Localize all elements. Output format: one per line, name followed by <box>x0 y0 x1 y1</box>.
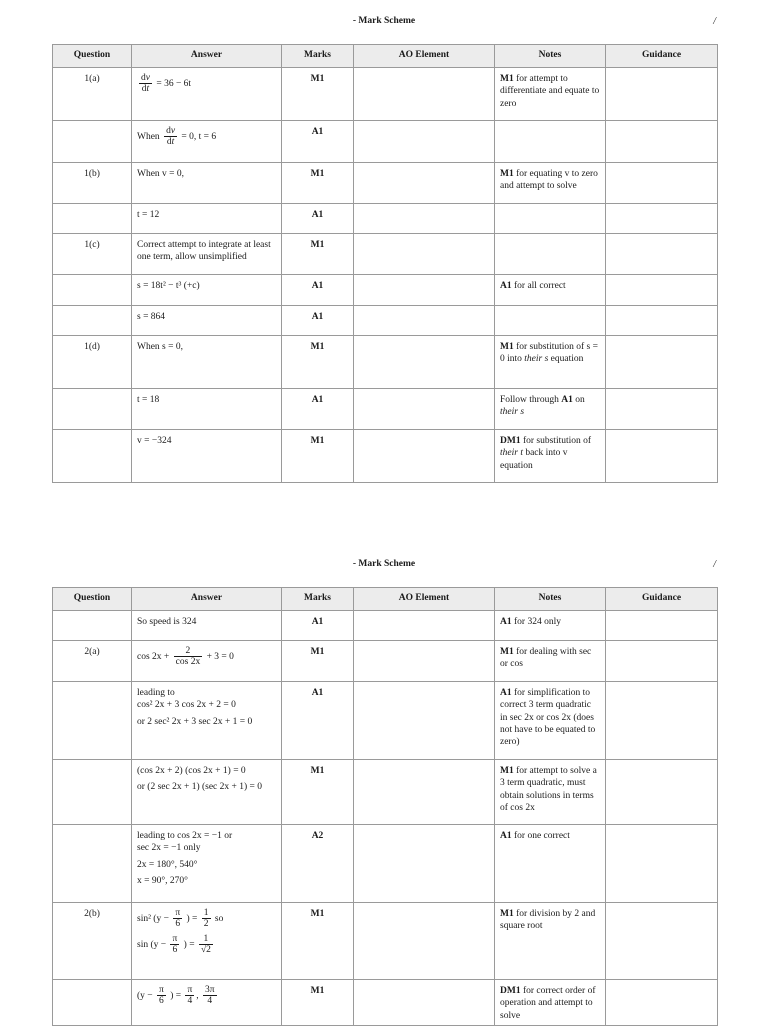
mark-scheme-table-1 <box>52 44 718 483</box>
answer-cell: t = 12 <box>132 204 282 234</box>
guidance-cell <box>606 825 718 903</box>
table-row <box>53 760 718 825</box>
ao-cell <box>354 641 495 682</box>
page2-header <box>0 558 768 572</box>
mark-cell: M1 <box>282 641 354 682</box>
table-row <box>53 306 718 336</box>
question-number <box>53 275 132 306</box>
answer-cell: (cos 2x + 2) (cos 2x + 1) = 0 or (2 sec 2x + 1) (sec 2x + 1) = 0 <box>132 760 282 825</box>
ao-cell <box>354 163 495 204</box>
table-row <box>53 903 718 980</box>
guidance-cell <box>606 204 718 234</box>
ao-cell <box>354 682 495 760</box>
table-header-row <box>53 588 718 611</box>
mark-cell: M1 <box>282 234 354 275</box>
answer-text: = 36 − 6t <box>156 79 192 90</box>
guidance-cell <box>606 641 718 682</box>
question-number <box>53 204 132 234</box>
ao-cell <box>354 234 495 275</box>
ao-cell <box>354 903 495 980</box>
question-number: 1(a) <box>53 68 132 121</box>
mark-cell: M1 <box>282 760 354 825</box>
notes-cell: DM1 for substitution of their t back into v equation <box>495 430 606 483</box>
table-row <box>53 234 718 275</box>
notes-cell: M1 for attempt to solve a 3 term quadratic, must obtain solutions in terms of cos 2x <box>495 760 606 825</box>
page-number-mark: / <box>713 559 716 570</box>
question-number <box>53 980 132 1026</box>
col-guidance: Guidance <box>606 588 718 611</box>
answer-cell: When s = 0, <box>132 336 282 389</box>
answer-cell: When $\frac{dv}{dt}$ = 0, t = 6 <box>132 121 282 163</box>
col-marks: Marks <box>282 588 354 611</box>
col-marks: Marks <box>282 45 354 68</box>
guidance-cell <box>606 68 718 121</box>
table-row <box>53 163 718 204</box>
ao-cell <box>354 336 495 389</box>
col-notes: Notes <box>495 588 606 611</box>
table-row <box>53 121 718 163</box>
mark-cell: A1 <box>282 306 354 336</box>
answer-cell <box>132 68 282 121</box>
mark-cell: A1 <box>282 389 354 430</box>
ao-cell <box>354 68 495 121</box>
guidance-cell <box>606 611 718 641</box>
question-number: 1(c) <box>53 234 132 275</box>
ao-cell <box>354 825 495 903</box>
ao-cell <box>354 760 495 825</box>
answer-cell: s = 18t² − t³ (+c) <box>132 275 282 306</box>
guidance-cell <box>606 306 718 336</box>
notes-cell: A1 for one correct <box>495 825 606 903</box>
answer-cell: v = −324 <box>132 430 282 483</box>
answer-cell: sin² (y − $\frac{\pi}{6}$ ) = $\frac{1}{2}$ so sin (y − $\frac{\pi}{6}$ ) = $\frac{1}{√2}$ <box>132 903 282 980</box>
mark-cell: A1 <box>282 275 354 306</box>
mark-cell: M1 <box>282 430 354 483</box>
mark-cell: A1 <box>282 682 354 760</box>
notes-cell: DM1 for correct order of operation and attempt to solve <box>495 980 606 1026</box>
col-guidance: Guidance <box>606 45 718 68</box>
ao-cell <box>354 389 495 430</box>
page-title: - Mark Scheme <box>352 16 416 26</box>
mark-cell: M1 <box>282 163 354 204</box>
question-number <box>53 682 132 760</box>
notes-cell: M1 for substitution of s = 0 into their s equation <box>495 336 606 389</box>
table-row <box>53 68 718 121</box>
guidance-cell <box>606 275 718 306</box>
question-number: 2(b) <box>53 903 132 980</box>
guidance-cell <box>606 389 718 430</box>
answer-cell: So speed is 324 <box>132 611 282 641</box>
guidance-cell <box>606 336 718 389</box>
notes-cell: A1 for simplification to correct 3 term quadratic in sec 2x or cos 2x (does not have to be equated to zero) <box>495 682 606 760</box>
table-row <box>53 641 718 682</box>
guidance-cell <box>606 430 718 483</box>
guidance-cell <box>606 980 718 1026</box>
table-header-row <box>53 45 718 68</box>
mark-cell: A1 <box>282 611 354 641</box>
notes-cell <box>495 121 606 163</box>
page1-header <box>0 15 768 29</box>
notes-cell <box>495 306 606 336</box>
table-row <box>53 336 718 389</box>
guidance-cell <box>606 234 718 275</box>
ao-cell <box>354 121 495 163</box>
answer-cell: t = 18 <box>132 389 282 430</box>
mark-cell: M1 <box>282 336 354 389</box>
mark-cell: M1 <box>282 903 354 980</box>
answer-cell: leading to cos 2x = −1 or sec 2x = −1 only 2x = 180°, 540° x = 90°, 270° <box>132 825 282 903</box>
answer-cell: s = 864 <box>132 306 282 336</box>
col-notes: Notes <box>495 45 606 68</box>
ao-cell <box>354 430 495 483</box>
notes-cell: Follow through A1 on their s <box>495 389 606 430</box>
answer-cell: cos 2x + $\frac{2}{\cos 2x}$ + 3 = 0 <box>132 641 282 682</box>
ao-cell <box>354 306 495 336</box>
question-number <box>53 611 132 641</box>
guidance-cell <box>606 163 718 204</box>
table-row <box>53 204 718 234</box>
mark-cell: M1 <box>282 980 354 1026</box>
question-number: 2(a) <box>53 641 132 682</box>
mark-cell: A1 <box>282 121 354 163</box>
question-number <box>53 306 132 336</box>
question-number <box>53 121 132 163</box>
notes-cell <box>495 204 606 234</box>
guidance-cell <box>606 903 718 980</box>
answer-cell: Correct attempt to integrate at least one term, allow unsimplified <box>132 234 282 275</box>
notes-cell: A1 for 324 only <box>495 611 606 641</box>
mark-cell: A1 <box>282 204 354 234</box>
ao-cell <box>354 980 495 1026</box>
table-row <box>53 611 718 641</box>
table-row <box>53 275 718 306</box>
notes-cell: M1 for dealing with sec or cos <box>495 641 606 682</box>
table-row <box>53 389 718 430</box>
notes-cell: M1 for equating v to zero and attempt to solve <box>495 163 606 204</box>
fraction: $\frac{dv}{dt}$ <box>141 73 150 95</box>
table-row <box>53 430 718 483</box>
ao-cell <box>354 275 495 306</box>
mark-scheme-table-2 <box>52 587 718 1026</box>
question-number <box>53 430 132 483</box>
question-number <box>53 760 132 825</box>
ao-cell <box>354 204 495 234</box>
guidance-cell <box>606 682 718 760</box>
col-ao-element: AO Element <box>354 588 495 611</box>
col-ao-element: AO Element <box>354 45 495 68</box>
question-number: 1(d) <box>53 336 132 389</box>
answer-cell: When v = 0, <box>132 163 282 204</box>
guidance-cell <box>606 121 718 163</box>
question-number <box>53 389 132 430</box>
col-question: Question <box>53 588 132 611</box>
answer-cell: leading to cos² 2x + 3 cos 2x + 2 = 0 or 2 sec² 2x + 3 sec 2x + 1 = 0 <box>132 682 282 760</box>
question-number <box>53 825 132 903</box>
notes-cell <box>495 234 606 275</box>
table-row <box>53 682 718 760</box>
guidance-cell <box>606 760 718 825</box>
notes-cell: M1 for division by 2 and square root <box>495 903 606 980</box>
col-answer: Answer <box>132 588 282 611</box>
col-answer: Answer <box>132 45 282 68</box>
mark-cell: A2 <box>282 825 354 903</box>
question-number: 1(b) <box>53 163 132 204</box>
answer-cell: (y − $\frac{\pi}{6}$ ) = $\frac{\pi}{4}$ , $\frac{3\pi}{4}$ <box>132 980 282 1026</box>
mark-cell: M1 <box>282 68 354 121</box>
table-row <box>53 825 718 903</box>
notes-cell: A1 for all correct <box>495 275 606 306</box>
table-row <box>53 980 718 1026</box>
notes-cell: M1 for attempt to differentiate and equate to zero <box>495 68 606 121</box>
page-title: - Mark Scheme <box>352 559 416 569</box>
ao-cell <box>354 611 495 641</box>
col-question: Question <box>53 45 132 68</box>
page-number-mark: / <box>713 16 716 27</box>
